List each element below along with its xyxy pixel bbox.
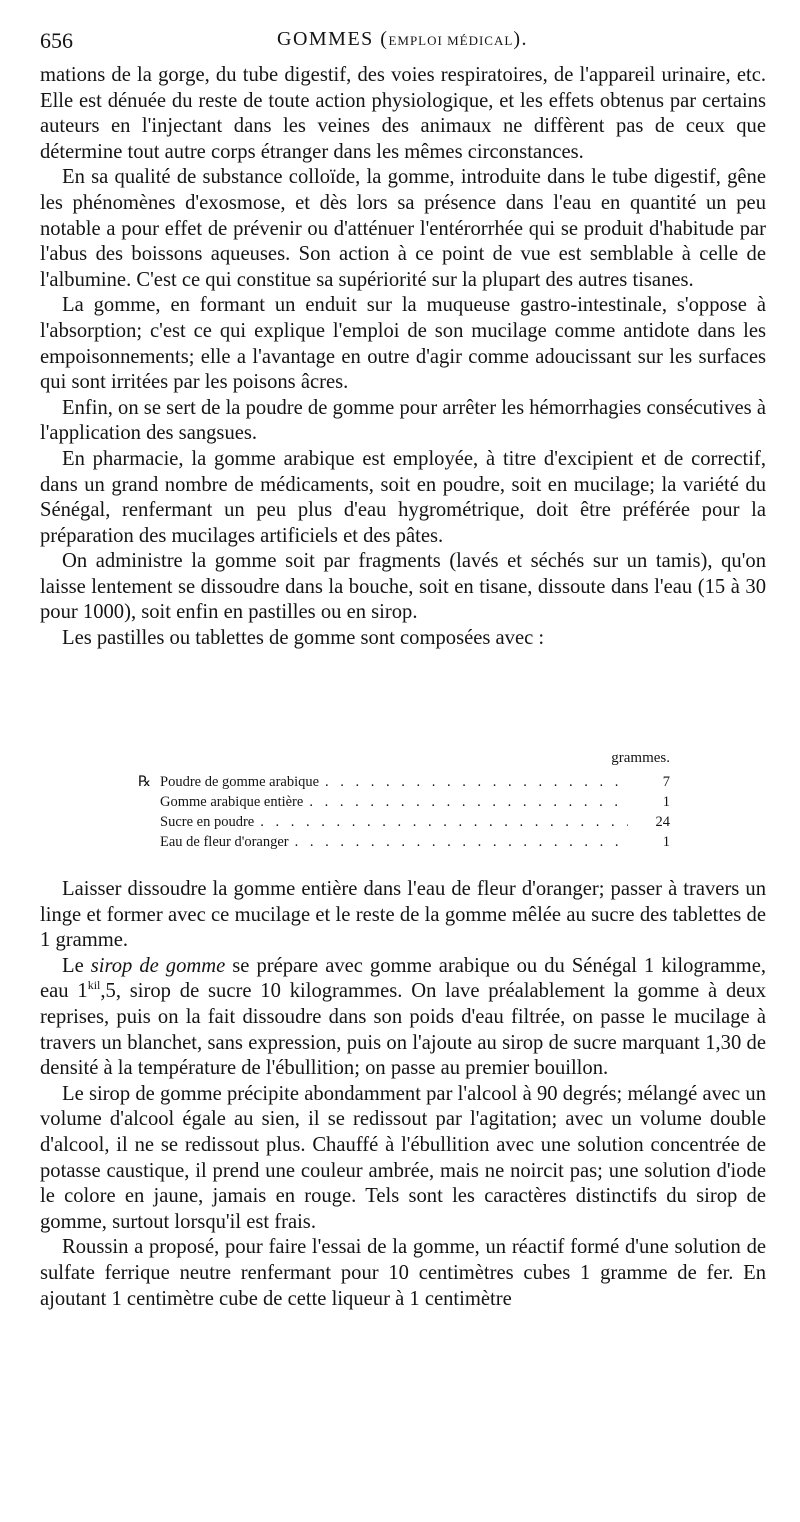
paragraph: Enfin, on se sert de la poudre de gomme pour arrêter les hémorrhagies consécutives à l'application des sangsues. <box>40 396 766 445</box>
unit-superscript: kil <box>87 978 101 993</box>
page-number: 656 <box>40 28 73 53</box>
leader-dots <box>260 812 628 832</box>
paragraph: Le sirop de gomme se prépare avec gomme arabique ou du Sénégal 1 kilogramme, eau $1^{kil},5$, sirop de sucre 10 kilogrammes. On lave préalablement la gomme à deux reprises, puis on la fait dissoudre dans son poids d'eau filtrée, on passe le mucilage à travers un blanchet, sans expression, puis on l'ajoute au sirop de sucre marquant 1,30 de densité à la température de l'ébullition; on passe au premier bouillon. <box>40 954 767 1080</box>
leader-dots <box>295 832 628 852</box>
paragraph: Le sirop de gomme précipite abondamment par l'alcool à 90 degrés; mélangé avec un volume d'alcool égale au sien, il se redissout par l'agitation; avec un volume double d'alcool, il ne se redissout plus. Chauffé à l'ébullition avec une solution concentrée de potasse caustique, il prend une couleur ambrée, mais ne noircit pas; une solution d'iode le colore en jaune, jamais en rouge. Tels sont les caractères distinctifs du sirop de gomme, surtout lorsqu'il est frais. <box>40 1082 766 1233</box>
leader-dots <box>309 792 628 812</box>
paragraph: Les pastilles ou tablettes de gomme sont composées avec : <box>62 627 545 650</box>
paragraph: Laisser dissoudre la gomme entière dans l'eau de fleur d'oranger; passer à travers un linge et former avec ce mucilage et le reste de la gomme mêlée au sucre des tablettes de 1 gramme. <box>40 878 766 952</box>
running-title-end: ). <box>513 28 528 50</box>
body-text-continued <box>40 877 766 1312</box>
recipe-table <box>138 748 670 852</box>
paragraph: En sa qualité de substance colloïde, la gomme, introduite dans le tube digestif, gêne les phénomènes d'exosmose, et dès lors sa présence dans l'eau en quantité un peu notable a pour effet de prévenir ou d'atténuer l'entérorrhée qui se produit d'habitude par l'abus des boissons aqueuses. Son action à ce point de vue est semblable à celle de l'albumine. C'est ce qui constitue sa supériorité sur la plupart des autres tisanes. <box>40 166 766 291</box>
ingredient-quantity: 1 <box>662 834 670 850</box>
recipe-symbol: ℞ <box>138 774 151 790</box>
body-text <box>40 63 766 652</box>
ingredient-name: Gomme arabique entière <box>160 794 304 810</box>
paragraph: mations de la gorge, du tube digestif, des voies respiratoires, de l'appareil urinaire, etc. Elle est dénuée du reste de toute action physiologique, et les effets obtenus par certains auteurs en l'injectant dans les veines des animaux ne diffèrent pas de ceux que détermine tout autre corps étranger dans les mêmes circonstances. <box>40 64 766 163</box>
recipe-row <box>138 832 670 852</box>
page-header <box>40 28 765 58</box>
paragraph: La gomme, en formant un enduit sur la muqueuse gastro-intestinale, s'oppose à l'absorption; c'est ce qui explique l'emploi de son mucilage comme antidote dans les empoisonnements; elle a l'avantage en outre d'agir comme adoucissant sur les surfaces qui sont irritées par les poisons âcres. <box>40 294 766 394</box>
recipe-row <box>138 792 670 812</box>
recipe-row <box>138 772 670 792</box>
ingredient-name: Eau de fleur d'oranger <box>160 834 289 850</box>
paragraph: On administre la gomme soit par fragments (lavés et séchés sur un tamis), qu'on laisse lentement se dissoudre dans la bouche, soit en tisane, dissoute dans l'eau (15 à 30 pour 1000), soit enfin en pastilles ou en sirop. <box>40 550 766 624</box>
emphasis: sirop de gomme <box>90 954 226 977</box>
running-title-main: GOMMES ( <box>277 28 389 50</box>
ingredient-quantity: 7 <box>662 774 670 790</box>
ingredient-quantity: 24 <box>655 814 670 830</box>
paragraph: Roussin a proposé, pour faire l'essai de la gomme, un réactif formé d'une solution de sulfate ferrique neutre renfermant pour 10 centimètres cubes 1 gramme de fer. En ajoutant 1 centimètre cube de cette liqueur à 1 centimètre <box>40 1236 766 1310</box>
running-title-sub: EMPLOI MÉDICAL <box>388 33 514 48</box>
leader-dots <box>325 772 628 792</box>
ingredient-quantity: 1 <box>662 794 670 810</box>
recipe-unit-label: grammes. <box>611 750 670 766</box>
ingredient-name: Poudre de gomme arabique <box>160 774 320 790</box>
recipe-row <box>138 812 670 832</box>
running-title <box>40 28 765 51</box>
ingredient-name: Sucre en poudre <box>160 814 255 830</box>
paragraph: En pharmacie, la gomme arabique est employée, à titre d'excipient et de correctif, dans un grand nombre de médicaments, soit en poudre, soit en mucilage; la variété du Sénégal, renfermant un peu plus d'eau hygrométrique, doit être préférée pour la préparation des mucilages artificiels et des pâtes. <box>40 447 766 547</box>
